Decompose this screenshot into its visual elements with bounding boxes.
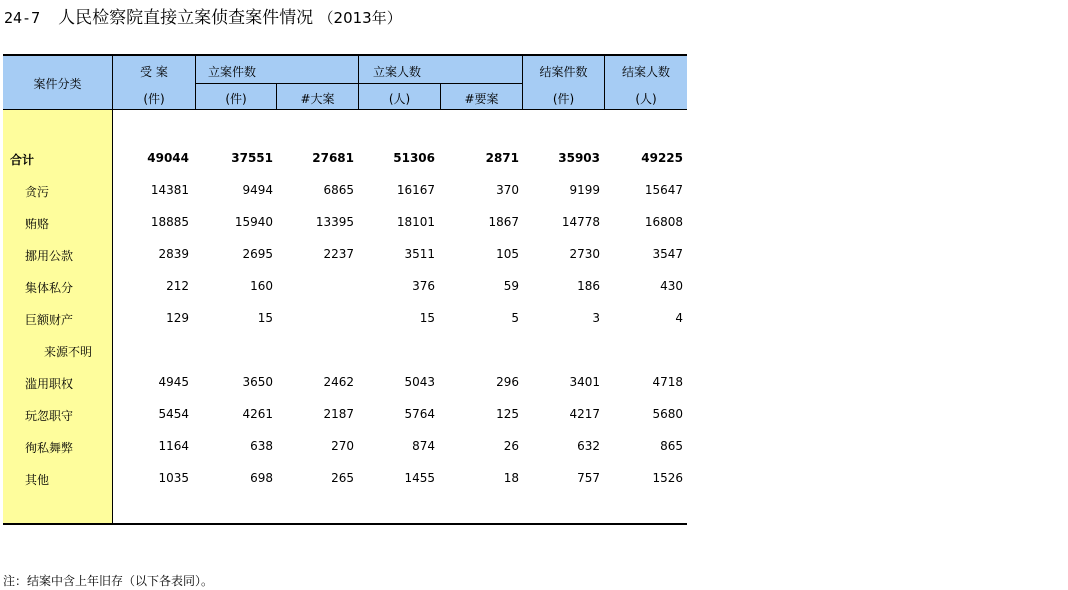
- row-label: 集体私分: [25, 281, 74, 295]
- cell-key-cases: 370: [496, 183, 519, 197]
- cell-filed-cases: 15940: [234, 215, 273, 229]
- row-label: 其他: [25, 473, 50, 487]
- cell-closed-cases: 2730: [569, 247, 600, 261]
- cell-accepted: 212: [166, 279, 189, 293]
- cell-closed-cases: 757: [577, 471, 600, 485]
- row-label: 玩忽职守: [25, 409, 74, 423]
- cell-key-cases: 26: [503, 439, 519, 453]
- cell-accepted: 4945: [158, 375, 189, 389]
- cell-closed-cases: 9199: [569, 183, 600, 197]
- table-header: [3, 56, 687, 110]
- cell-filed-cases: 15: [257, 311, 273, 325]
- row-label: 来源不明: [44, 345, 93, 359]
- cell-filed-cases: 160: [250, 279, 273, 293]
- header-filed-persons: 立案人数: [373, 65, 422, 79]
- cell-filed-persons: 15: [419, 311, 435, 325]
- cell-filed-persons: 376: [412, 279, 435, 293]
- cell-closed-persons: 5680: [652, 407, 683, 421]
- cell-accepted: 5454: [158, 407, 189, 421]
- cell-major-cases: 27681: [312, 151, 354, 165]
- cell-closed-cases: 4217: [569, 407, 600, 421]
- cell-filed-cases: 37551: [231, 151, 273, 165]
- data-table: [3, 54, 689, 526]
- cell-closed-cases: 35903: [558, 151, 600, 165]
- table-bottom-rule: [3, 523, 687, 525]
- cell-filed-persons: 51306: [393, 151, 435, 165]
- cell-filed-persons: 3511: [404, 247, 435, 261]
- header-accepted: 受 案: [140, 65, 168, 79]
- cell-filed-persons: 18101: [396, 215, 435, 229]
- header-filed-cases-unit: (件): [225, 92, 247, 106]
- header-filed-cases: 立案件数: [208, 65, 257, 79]
- cell-closed-persons: 430: [660, 279, 683, 293]
- row-label: 挪用公款: [25, 249, 74, 263]
- table-row: [3, 308, 687, 328]
- cell-major-cases: 270: [331, 439, 354, 453]
- cell-closed-cases: 3401: [569, 375, 600, 389]
- cell-accepted: 129: [166, 311, 189, 325]
- cell-closed-persons: 15647: [644, 183, 683, 197]
- cell-closed-persons: 4718: [652, 375, 683, 389]
- table-number: 24-7: [4, 9, 41, 27]
- footnote: 注：结案中含上年旧存（以下各表同）。: [3, 574, 214, 588]
- cell-closed-cases: 3: [592, 311, 600, 325]
- cell-key-cases: 5: [511, 311, 519, 325]
- cell-filed-persons: 5764: [404, 407, 435, 421]
- header-closed-cases-unit: (件): [552, 92, 575, 106]
- table-row: [3, 244, 687, 264]
- cell-filed-persons: 1455: [404, 471, 435, 485]
- row-label: 巨额财产: [25, 313, 74, 327]
- cell-major-cases: 6865: [323, 183, 354, 197]
- table-title-text: 人民检察院直接立案侦查案件情况: [58, 8, 314, 28]
- table-row: [3, 340, 687, 360]
- cell-key-cases: 125: [496, 407, 519, 421]
- row-label: 合计: [10, 153, 35, 167]
- cell-closed-cases: 632: [577, 439, 600, 453]
- cell-filed-cases: 698: [250, 471, 273, 485]
- cell-key-cases: 296: [496, 375, 519, 389]
- cell-filed-cases: 9494: [242, 183, 273, 197]
- table-row: [3, 180, 687, 200]
- table-title: [4, 3, 402, 28]
- table-row: [3, 276, 687, 296]
- cell-closed-persons: 49225: [641, 151, 683, 165]
- row-label: 滥用职权: [25, 377, 74, 391]
- table-row: [3, 468, 687, 488]
- header-closed-persons-unit: (人): [635, 92, 657, 106]
- header-category: 案件分类: [33, 77, 82, 91]
- cell-major-cases: 265: [331, 471, 354, 485]
- cell-accepted: 2839: [158, 247, 189, 261]
- cell-key-cases: 1867: [488, 215, 519, 229]
- header-closed-persons: 结案人数: [621, 65, 670, 79]
- table-row: [3, 372, 687, 392]
- cell-accepted: 14381: [150, 183, 189, 197]
- cell-filed-cases: 2695: [242, 247, 273, 261]
- cell-filed-persons: 874: [412, 439, 435, 453]
- cell-filed-cases: 4261: [242, 407, 273, 421]
- cell-major-cases: 2187: [323, 407, 354, 421]
- cell-accepted: 18885: [150, 215, 189, 229]
- cell-closed-persons: 16808: [644, 215, 683, 229]
- cell-major-cases: 13395: [315, 215, 354, 229]
- cell-filed-cases: 3650: [242, 375, 273, 389]
- header-closed-cases: 结案件数: [539, 65, 588, 79]
- cell-closed-persons: 1526: [652, 471, 683, 485]
- cell-filed-cases: 638: [250, 439, 273, 453]
- row-label: 贪污: [25, 185, 50, 199]
- cell-major-cases: 2237: [323, 247, 354, 261]
- cell-accepted: 49044: [147, 151, 189, 165]
- table-year: （2013年）: [318, 9, 402, 27]
- row-label: 徇私舞弊: [25, 441, 74, 455]
- table-row: [3, 436, 687, 456]
- cell-closed-cases: 186: [577, 279, 600, 293]
- cell-accepted: 1164: [158, 439, 189, 453]
- cell-closed-persons: 3547: [652, 247, 683, 261]
- cell-closed-cases: 14778: [561, 215, 600, 229]
- header-key-cases: #要案: [464, 92, 499, 106]
- cell-filed-persons: 5043: [404, 375, 435, 389]
- header-filed-persons-unit: (人): [388, 92, 411, 106]
- cell-key-cases: 2871: [485, 151, 519, 165]
- header-subrule: [195, 83, 359, 84]
- cell-key-cases: 105: [496, 247, 519, 261]
- table-row: [3, 404, 687, 424]
- cell-filed-persons: 16167: [396, 183, 435, 197]
- row-label: 贿赂: [25, 217, 50, 231]
- header-accepted-unit: (件): [143, 92, 165, 106]
- header-subrule: [358, 83, 523, 84]
- cell-closed-persons: 865: [660, 439, 683, 453]
- table-row: [3, 212, 687, 232]
- cell-key-cases: 18: [503, 471, 519, 485]
- cell-accepted: 1035: [158, 471, 189, 485]
- cell-major-cases: 2462: [323, 375, 354, 389]
- header-major-cases: #大案: [300, 92, 335, 106]
- cell-key-cases: 59: [503, 279, 519, 293]
- table-row: [3, 148, 687, 168]
- cell-closed-persons: 4: [675, 311, 683, 325]
